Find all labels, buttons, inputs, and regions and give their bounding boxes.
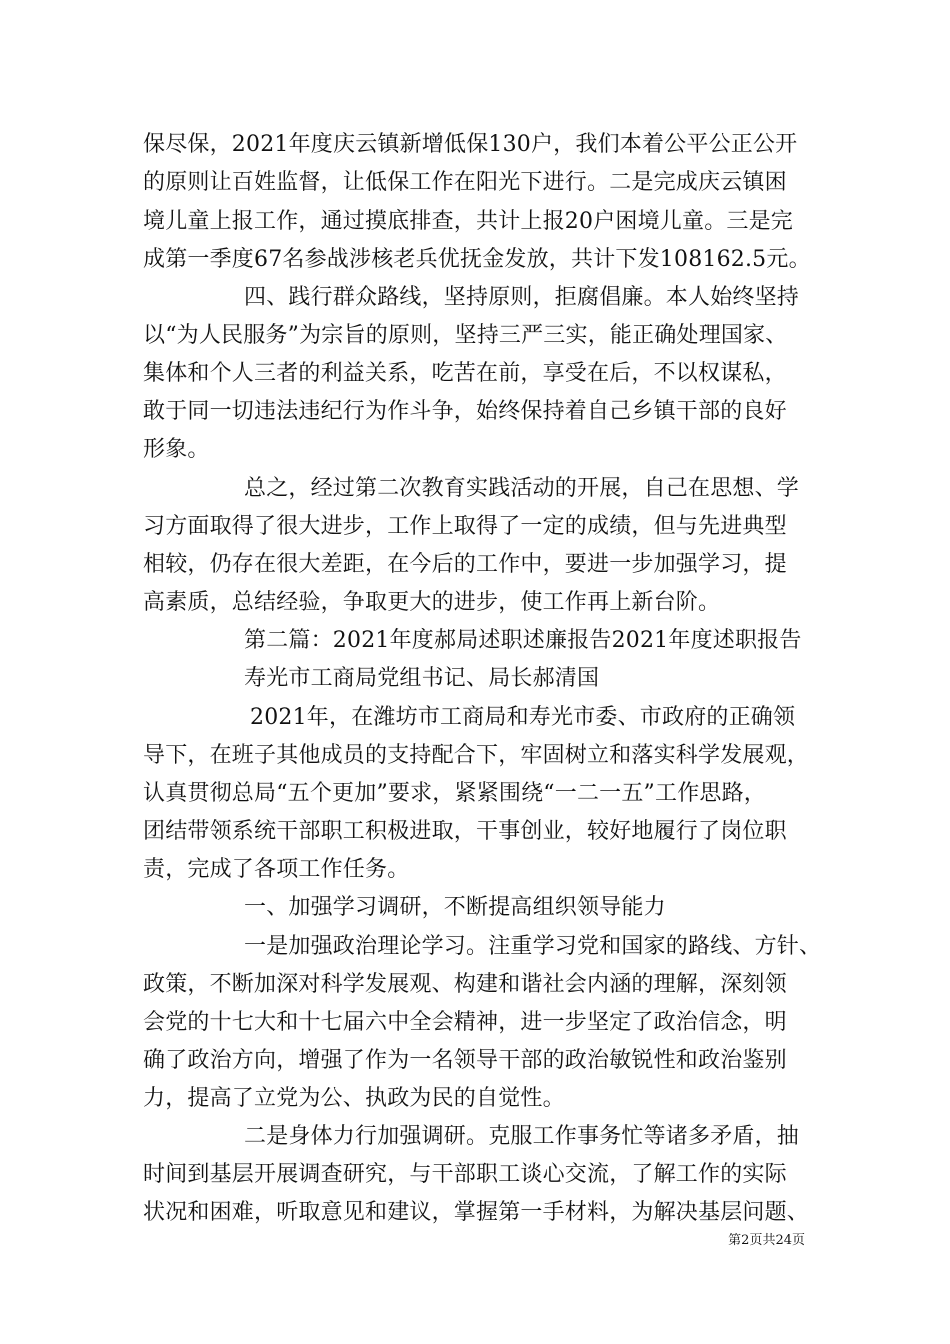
text-line: 认真贯彻总局“五个更加”要求，紧紧围绕“一二一五”工作思路， [143, 781, 766, 806]
text-line: 状况和困难，听取意见和建议，掌握第一手材料，为解决基层问题、 [143, 1200, 810, 1225]
text-line: 总之，经过第二次教育实践活动的开展，自己在思想、学 [244, 476, 800, 501]
subsection-heading: 一、加强学习调研，不断提高组织领导能力 [244, 895, 666, 920]
text-line: 团结带领系统干部职工积极进取，干事创业，较好地履行了岗位职 [143, 819, 787, 844]
text-line: 一是加强政治理论学习。注重学习党和国家的路线、方针、 [244, 934, 822, 959]
text-line: 的原则让百姓监督，让低保工作在阳光下进行。二是完成庆云镇困 [143, 170, 787, 195]
text-line: 成第一季度67名参战涉核老兵优抚金发放，共计下发108162.5元。 [143, 247, 811, 272]
text-line: 相较，仍存在很大差距，在今后的工作中，要进一步加强学习，提 [143, 552, 787, 577]
text-line: 二是身体力行加强调研。克服工作事务忙等诸多矛盾，抽 [244, 1124, 800, 1149]
text-line: 以“为人民服务”为宗旨的原则，坚持三严三实，能正确处理国家、 [143, 323, 788, 348]
text-line: 导下，在班子其他成员的支持配合下，牢固树立和落实科学发展观， [143, 743, 810, 768]
text-line: 时间到基层开展调查研究，与干部职工谈心交流，了解工作的实际 [143, 1162, 787, 1187]
text-line: 2021年，在潍坊市工商局和寿光市委、市政府的正确领 [250, 705, 796, 730]
text-line: 会党的十七大和十七届六中全会精神，进一步坚定了政治信念，明 [143, 1010, 787, 1035]
page-number: 第2页共24页 [728, 1233, 805, 1248]
text-line: 力，提高了立党为公、执政为民的自觉性。 [143, 1086, 565, 1111]
text-line: 政策，不断加深对科学发展观、构建和谐社会内涵的理解，深刻领 [143, 972, 787, 997]
text-line: 保尽保，2021年度庆云镇新增低保130户，我们本着公平公正公开 [143, 132, 798, 157]
text-line: 四、践行群众路线，坚持原则，拒腐倡廉。本人始终坚持 [244, 285, 800, 310]
text-line: 责，完成了各项工作任务。 [143, 857, 410, 882]
section-heading: 第二篇：2021年度郝局述职述廉报告2021年度述职报告 [244, 628, 802, 653]
text-line: 集体和个人三者的利益关系，吃苦在前，享受在后，不以权谋私， [143, 361, 787, 386]
text-line: 形象。 [143, 437, 210, 462]
text-line: 高素质，总结经验，争取更大的进步，使工作再上新台阶。 [143, 590, 721, 615]
author-line: 寿光市工商局党组书记、局长郝清国 [244, 666, 600, 691]
text-line: 确了政治方向，增强了作为一名领导干部的政治敏锐性和政治鉴别 [143, 1048, 787, 1073]
text-line: 习方面取得了很大进步，工作上取得了一定的成绩，但与先进典型 [143, 514, 787, 539]
text-line: 境儿童上报工作，通过摸底排查，共计上报20户困境儿童。三是完 [143, 209, 793, 234]
text-line: 敢于同一切违法违纪行为作斗争，始终保持着自己乡镇干部的良好 [143, 399, 787, 424]
